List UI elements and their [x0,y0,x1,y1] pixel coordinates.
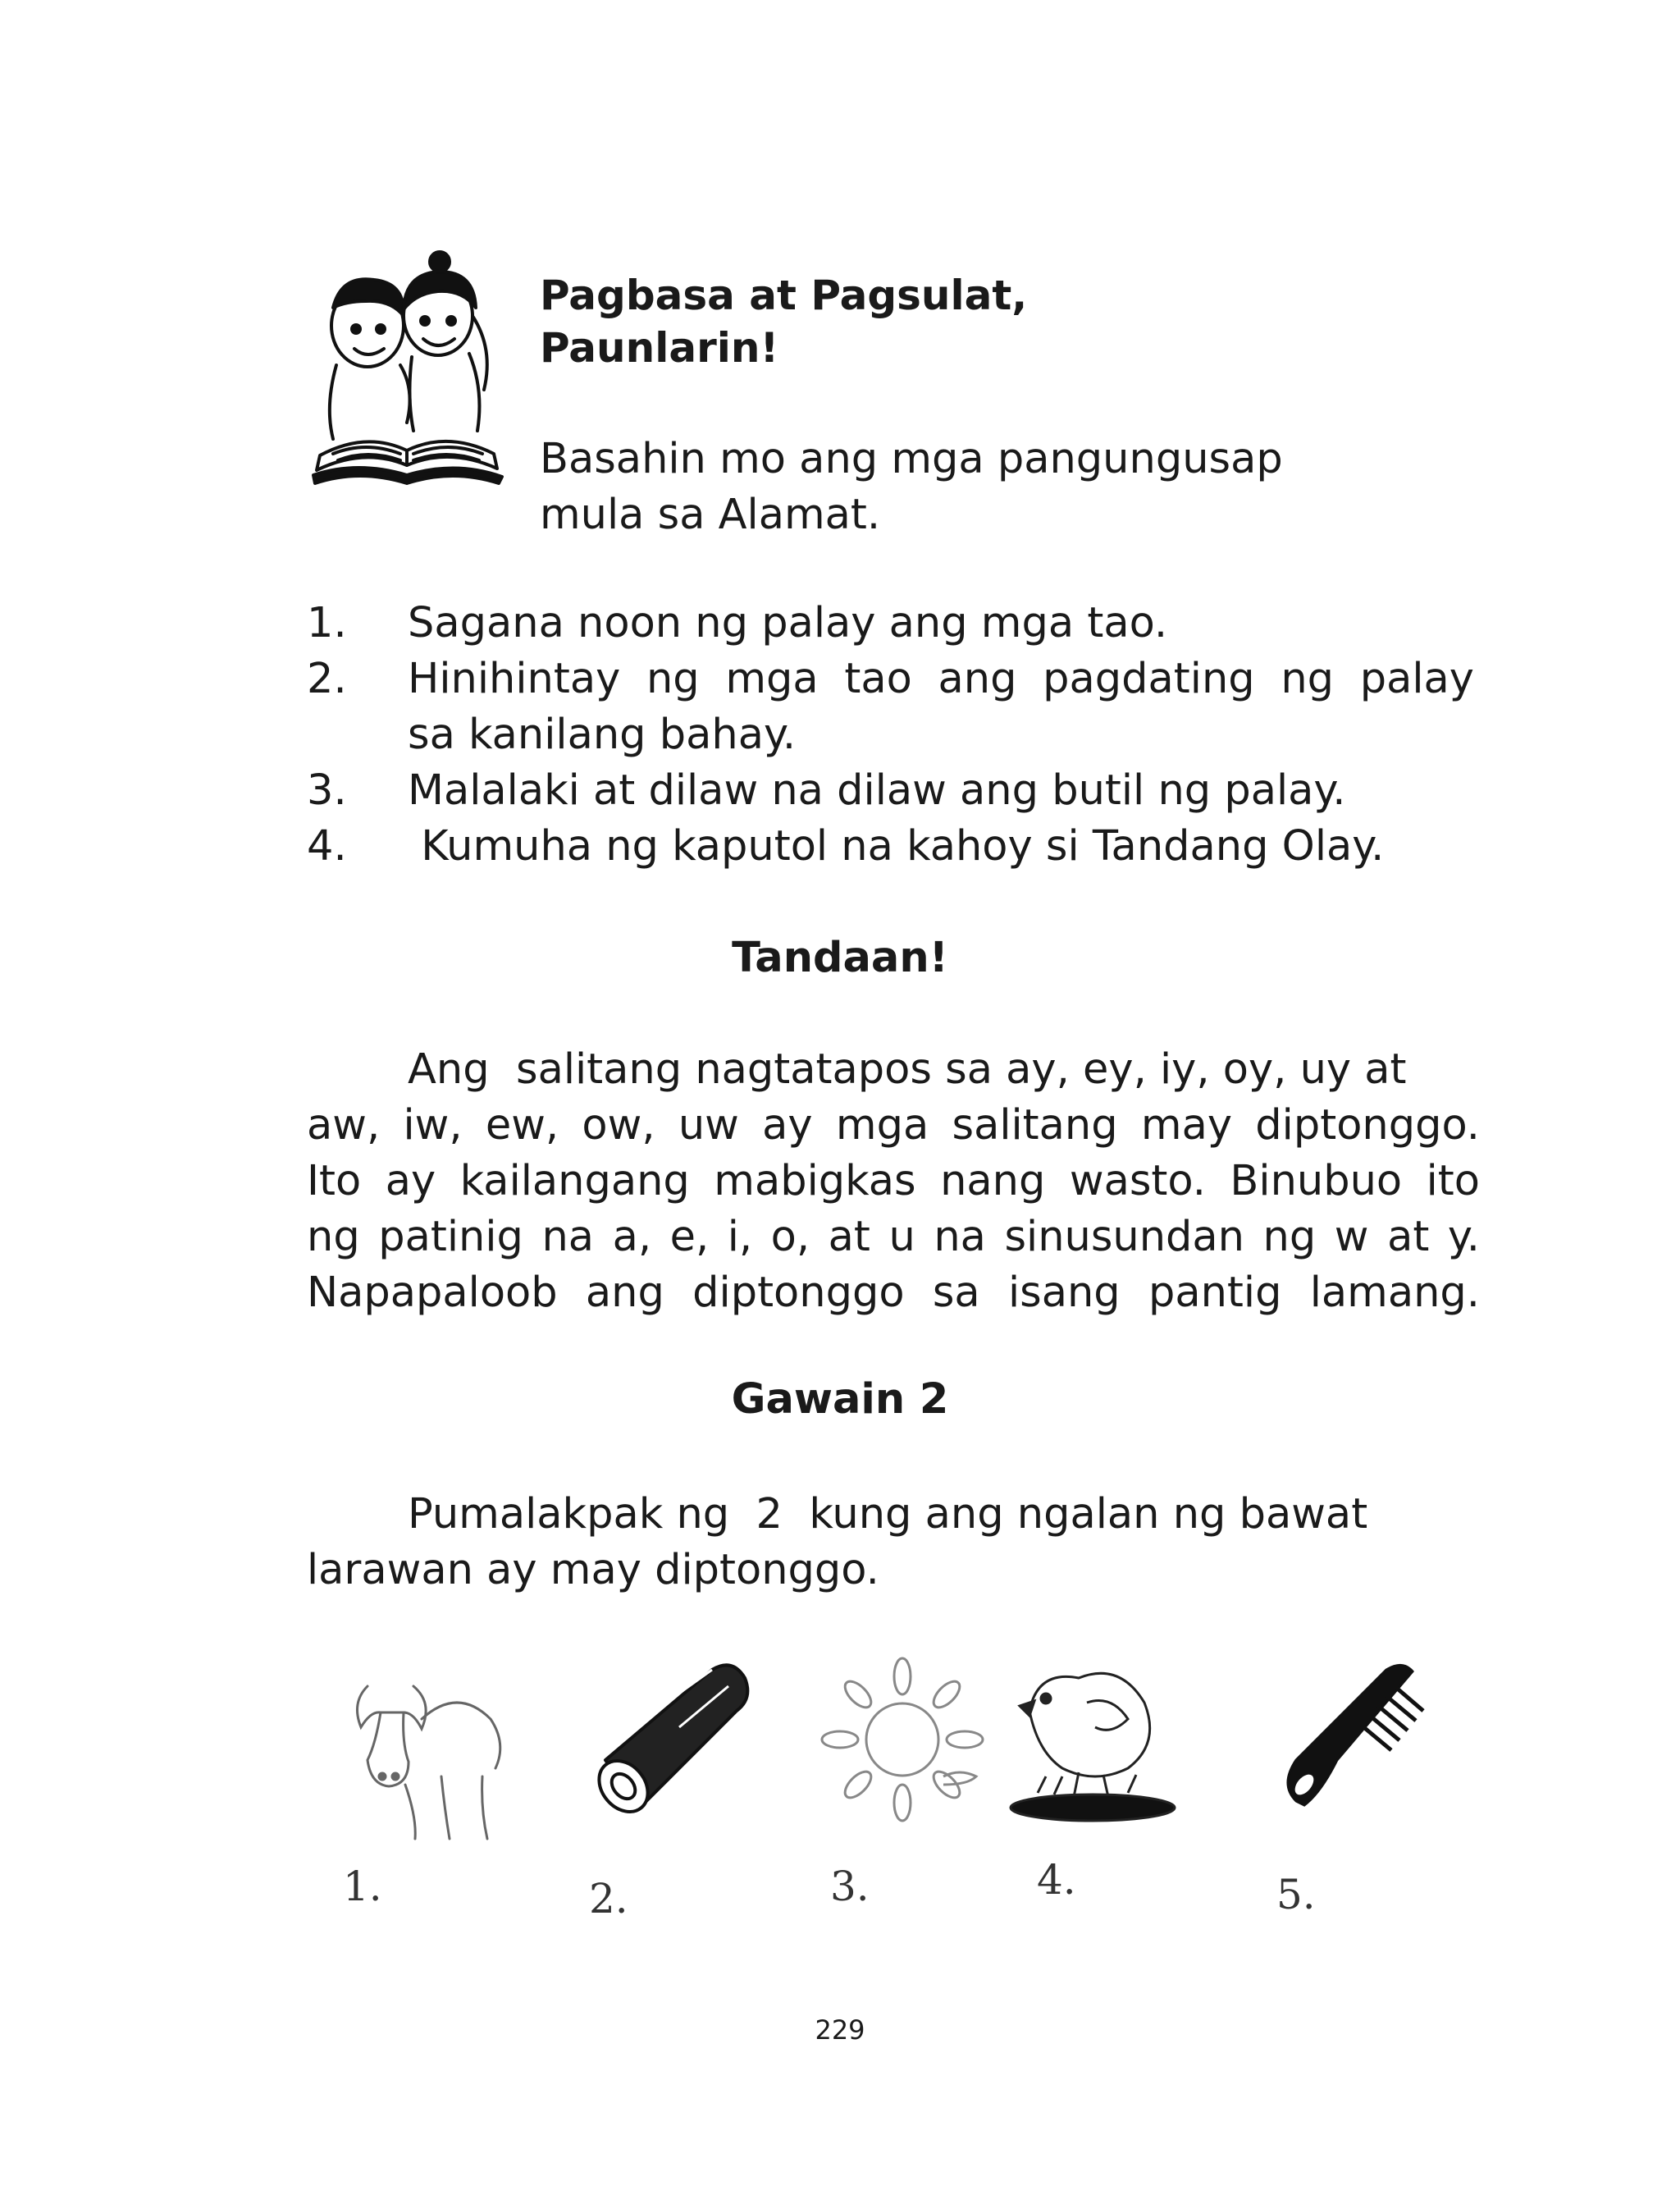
page-number: 229 [815,2014,865,2046]
sentence-number: 2. [307,655,347,703]
tandaan-paragraph-line: ng patinig na a, e, i, o, at u na sinusundan ng w at y. [307,1213,1480,1261]
intro-text-line2: mula sa Alamat. [540,491,881,539]
gawain-instruction: Pumalakpak ng 2 kung ang ngalan ng bawat [408,1490,1368,1538]
sentence-number: 3. [307,766,347,815]
sentence-text: Kumuha ng kaputol na kahoy si Tandang Olay. [408,822,1385,871]
comb-icon [1271,1653,1436,1826]
tandaan-heading: Tandaan! [732,934,948,982]
tandaan-paragraph-line: Ito ay kailangang mabigkas nang wasto. Binubuo ito [307,1157,1480,1205]
picture-label: 3. [830,1863,870,1910]
picture-label: 1. [343,1863,382,1910]
sentence-number: 1. [307,599,347,647]
tandaan-paragraph-line: aw, iw, ew, ow, uw ay mga salitang may diptonggo. [307,1101,1480,1150]
picture-label: 2. [589,1875,628,1923]
sentence-text: Malalaki at dilaw na dilaw ang butil ng palay. [408,766,1346,815]
chick-icon [1005,1653,1181,1826]
picture-label: 4. [1037,1856,1076,1904]
sentence-text-continued: sa kanilang bahay. [408,711,797,759]
tandaan-paragraph-line: Ang salitang nagtatapos sa ay, ey, iy, oy, uy at [408,1045,1407,1094]
tandaan-paragraph-line: Napapaloob ang diptonggo sa isang pantig lamang. [307,1269,1480,1317]
gawain-heading: Gawain 2 [731,1375,949,1424]
children-reading-icon [308,250,505,488]
log-icon [589,1653,758,1817]
sentence-text: Sagana noon ng palay ang mga tao. [408,599,1168,647]
sentence-text: Hinihintay ng mga tao ang pagdating ng palay [408,655,1474,703]
picture-label: 5. [1276,1871,1316,1918]
sentence-number: 4. [307,822,347,871]
sun-icon [820,1653,984,1834]
intro-text: Basahin mo ang mga pangungusap [540,435,1283,483]
section-title: Pagbasa at Pagsulat, [540,272,1028,319]
carabao-icon [343,1653,511,1842]
gawain-instruction-line2: larawan ay may diptonggo. [307,1546,879,1594]
section-title-line2: Paunlarin! [540,324,779,372]
